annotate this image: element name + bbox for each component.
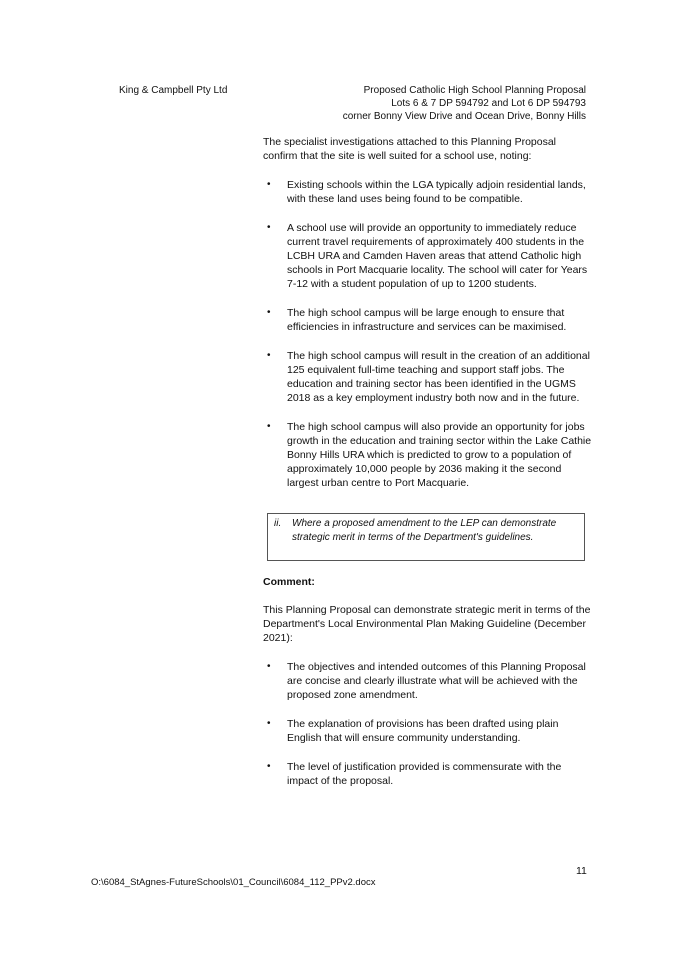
list-item-text: A school use will provide an opportunity to immediately reduce current travel requirements of approximately 400 students in the LCBH URA and Camden Haven areas that attend Catholic high schools in Port Macquarie locality. The school will cater for Years 7-12 with a student population of up to 1200 students. <box>287 222 588 290</box>
bullet-icon: • <box>267 307 271 318</box>
list-item-text: Existing schools within the LGA typically adjoin residential lands, with these land uses being found to be compatible. <box>287 179 586 205</box>
list-item <box>263 349 593 405</box>
criterion-number: ii. <box>274 518 282 529</box>
site-suitability-list <box>263 178 593 490</box>
list-item <box>263 178 593 206</box>
intro-paragraph: The specialist investigations attached to this Planning Proposal confirm that the site is well suited for a school use, noting: <box>263 136 557 162</box>
list-item-text: The explanation of provisions has been drafted using plain English that will ensure community understanding. <box>287 718 559 744</box>
header-project-info <box>343 84 586 123</box>
footer-file-path: O:\6084_StAgnes-FutureSchools\01_Council\6084_112_PPv2.docx <box>91 877 376 888</box>
header-company: King & Campbell Pty Ltd <box>119 85 228 96</box>
list-item <box>263 420 593 490</box>
main-content <box>263 135 593 788</box>
list-item-text: The high school campus will be large enough to ensure that efficiencies in infrastructure and services can be maximised. <box>287 307 567 333</box>
header-line-title: Proposed Catholic High School Planning Proposal <box>363 85 586 96</box>
bullet-icon: • <box>267 179 271 190</box>
list-item-text: The high school campus will result in the creation of an additional 125 equivalent full-time teaching and support staff jobs. The education and training sector has been identified in the UGMS 2018 as a key employment industry both now and in the future. <box>287 350 590 404</box>
bullet-icon: • <box>267 421 271 432</box>
bullet-icon: • <box>267 661 271 672</box>
strategic-merit-list <box>263 660 593 788</box>
header-line-lots: Lots 6 & 7 DP 594792 and Lot 6 DP 594793 <box>391 98 586 109</box>
bullet-icon: • <box>267 761 271 772</box>
comment-heading: Comment: <box>263 576 315 588</box>
list-item-text: The level of justification provided is commensurate with the impact of the proposal. <box>287 761 562 787</box>
list-item <box>263 760 593 788</box>
bullet-icon: • <box>267 350 271 361</box>
list-item-text: The high school campus will also provide an opportunity for jobs growth in the education and training sector within the Lake Cathie Bonny Hills URA which is predicted to grow to a population of approximately 10,000 people by 2036 making it the second largest urban centre to Port Macquarie. <box>287 421 592 489</box>
page-number: 11 <box>576 865 587 877</box>
bullet-icon: • <box>267 718 271 729</box>
list-item <box>263 717 593 745</box>
bullet-icon: • <box>267 222 271 233</box>
list-item <box>263 306 593 334</box>
criterion-text: Where a proposed amendment to the LEP can demonstrate strategic merit in terms of the Department's guidelines. <box>292 518 557 543</box>
list-item <box>263 221 593 291</box>
header-line-location: corner Bonny View Drive and Ocean Drive, Bonny Hills <box>342 111 586 122</box>
list-item-text: The objectives and intended outcomes of this Planning Proposal are concise and clearly illustrate what will be achieved with the proposed zone amendment. <box>287 661 586 701</box>
list-item <box>263 660 593 702</box>
guideline-criterion-box <box>267 513 585 561</box>
comment-paragraph: This Planning Proposal can demonstrate strategic merit in terms of the Department's Local Environmental Plan Making Guideline (December 2021): <box>263 604 591 644</box>
